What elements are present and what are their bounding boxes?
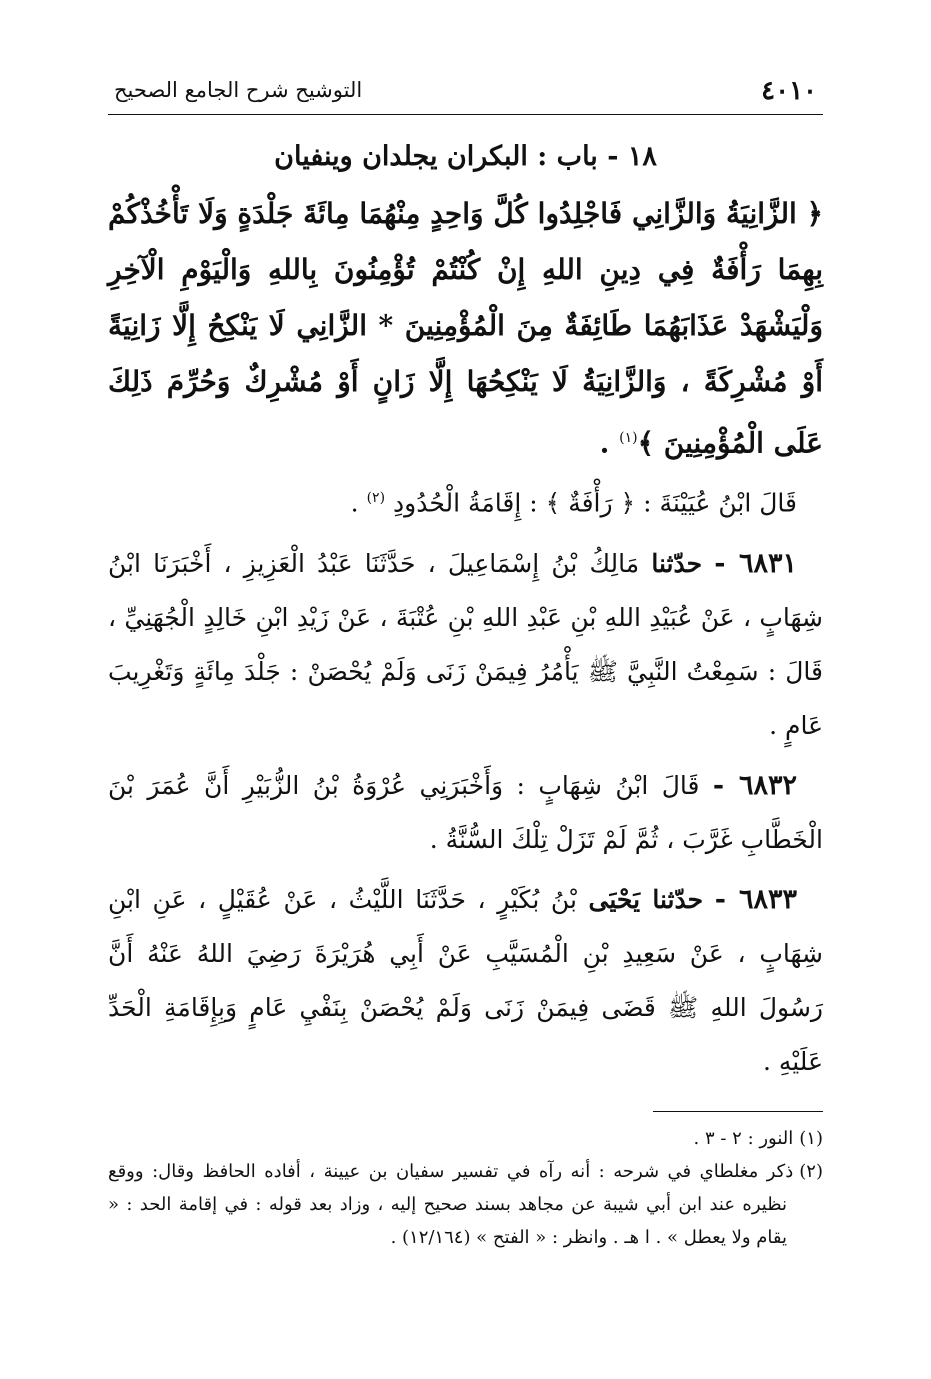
hadith-6832 <box>108 759 823 867</box>
footnote-number: (١) <box>799 1127 823 1149</box>
footnote-1 <box>108 1122 823 1155</box>
footnote-text: ذكر مغلطاي في شرحه : أنه رآه في تفسير سفيان بن عيينة ، أفاده الحافظ وقال: ووقع نظيره عند ابن أبي شيبة عن مجاهد بسند صحيح إليه ، وزاد بعد قوله : في إقامة الحد : « يقام ولا يعطل » . ا هـ . وانظر : « الفتح » (١٢/١٦٤) . <box>108 1160 794 1248</box>
footnote-2 <box>108 1155 823 1254</box>
hadith-text: قَالَ ابْنُ شِهَابٍ : وَأَخْبَرَنِي عُرْوَةُ بْنُ الزُّبَيْرِ أَنَّ عُمَرَ بْنَ الْخَطَّابِ غَرَّبَ ، ثُمَّ لَمْ تَزَلْ تِلْكَ السُّنَّةُ . <box>108 770 823 854</box>
quran-verse <box>108 186 823 471</box>
hadith-number: ٦٨٣١ - <box>714 547 798 579</box>
page <box>108 70 823 1254</box>
quote-text: قَالَ ابْنُ عُيَيْنَةَ : ﴿ رَأْفَةٌ ﴾ : إِقَامَةُ الْحُدُودِ <box>393 488 797 518</box>
book-title: التوشيح شرح الجامع الصحيح <box>114 78 363 102</box>
footnote-ref-1: (١) <box>619 430 638 446</box>
hadith-6831 <box>108 537 823 753</box>
hadith-number: ٦٨٣٢ - <box>712 769 797 801</box>
page-number: ٤٠١٠ <box>761 76 817 106</box>
hadith-text: مَالِكُ بْنُ إِسْمَاعِيلَ ، حَدَّثَنَا عَبْدُ الْعَزِيزِ ، أَخْبَرَنَا ابْنُ شِهَابٍ ، عَنْ عُبَيْدِ اللهِ بْنِ عَبْدِ اللهِ بْنِ عُتْبَةَ ، عَنْ زَيْدِ ابْنِ خَالِدٍ الْجُهَنِيِّ ، قَالَ : سَمِعْتُ النَّبِيَّ ﷺ يَأْمُرُ فِيمَنْ زَنَى وَلَمْ يُحْصَنْ : جَلْدَ مِائَةٍ وَتَغْرِيبَ عَامٍ . <box>108 548 823 740</box>
hadith-lead: حدّثنا يَحْيَى <box>588 884 704 914</box>
footnote-number: (٢) <box>799 1160 823 1182</box>
hadith-number: ٦٨٣٣ - <box>714 883 798 915</box>
ibn-uyaynah-quote <box>108 471 823 530</box>
footnote-text: النور : ٢ - ٣ . <box>693 1127 794 1149</box>
hadith-6833 <box>108 873 823 1089</box>
footnote-divider <box>653 1111 823 1112</box>
quote-end: . <box>350 488 367 518</box>
verse-text: ﴿ الزَّانِيَةُ وَالزَّانِي فَاجْلِدُوا كُلَّ وَاحِدٍ مِنْهُمَا مِائَةَ جَلْدَةٍ وَلَا تَأْخُذْكُمْ بِهِمَا رَأْفَةٌ فِي دِينِ اللهِ إِنْ كُنْتُمْ تُؤْمِنُونَ بِاللهِ وَالْيَوْمِ الْآخِرِ وَلْيَشْهَدْ عَذَابَهُمَا طَائِفَةٌ مِنَ الْمُؤْمِنِينَ * الزَّانِي لَا يَنْكِحُ إِلَّا زَانِيَةً أَوْ مُشْرِكَةً ، وَالزَّانِيَةُ لَا يَنْكِحُهَا إِلَّا زَانٍ أَوْ مُشْرِكٌ وَحُرِّمَ ذَلِكَ عَلَى الْمُؤْمِنِينَ ﴾ <box>108 197 823 460</box>
footnote-ref-2: (٢) <box>366 490 386 507</box>
hadith-text: بْنُ بُكَيْرٍ ، حَدَّثَنَا اللَّيْثُ ، عَنْ عُقَيْلٍ ، عَنِ ابْنِ شِهَابٍ ، عَنْ سَعِيدِ بْنِ الْمُسَيَّبِ عَنْ أَبِي هُرَيْرَةَ رَضِيَ اللهُ عَنْهُ أَنَّ رَسُولَ اللهِ ﷺ قَضَى فِيمَنْ زَنَى وَلَمْ يُحْصَنْ بِنَفْيِ عَامٍ وَبِإِقَامَةِ الْحَدِّ عَلَيْهِ . <box>108 884 823 1076</box>
hadith-lead: حدّثنا <box>651 548 703 578</box>
chapter-title: ١٨ - باب : البكران يجلدان وينفيان <box>274 141 657 172</box>
verse-end: . <box>599 426 620 460</box>
footnotes <box>108 1122 823 1254</box>
running-header <box>108 70 823 115</box>
